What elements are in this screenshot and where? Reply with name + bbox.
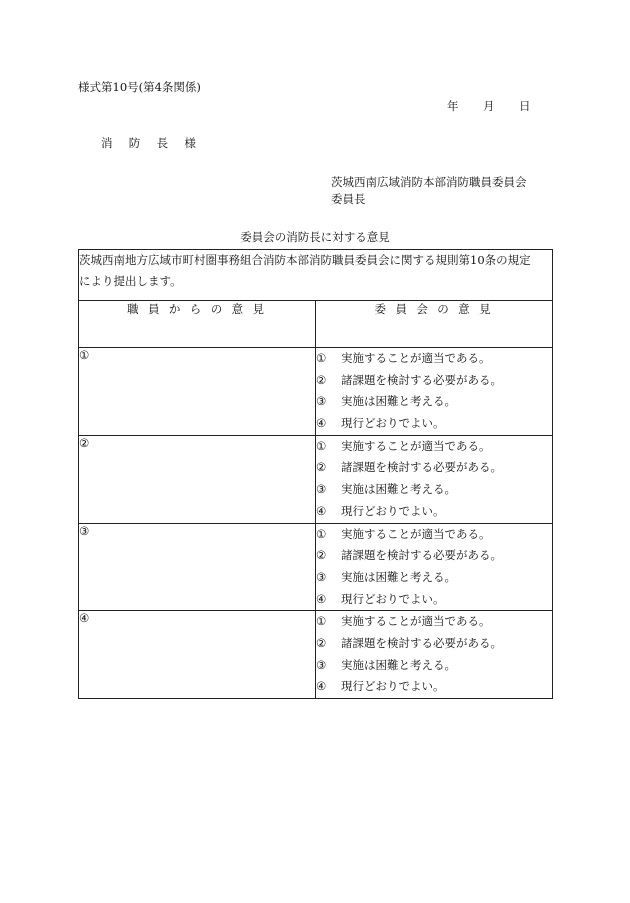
date-day-label: 日 <box>519 99 531 113</box>
staff-opinion-cell[interactable] <box>79 348 316 436</box>
committee-option[interactable] <box>316 655 552 677</box>
intro-text-line2: により提出します。 <box>79 274 182 288</box>
option-marker: ③ <box>316 394 327 409</box>
committee-opinion-cell <box>316 611 553 699</box>
staff-opinion-cell[interactable] <box>79 435 316 523</box>
option-marker: ② <box>316 635 327 650</box>
date-year-label: 年 <box>447 99 459 113</box>
option-marker: ① <box>316 526 327 541</box>
row-marker: ④ <box>79 611 90 626</box>
form-number: 様式第10号(第4条関係) <box>78 80 201 94</box>
committee-option[interactable] <box>316 545 552 567</box>
option-marker: ④ <box>316 416 327 431</box>
header-row <box>79 301 553 348</box>
committee-option[interactable] <box>316 436 552 458</box>
option-marker: ④ <box>316 503 327 518</box>
committee-option[interactable] <box>316 611 552 633</box>
committee-opinion-cell <box>316 523 553 611</box>
option-marker: ③ <box>316 569 327 584</box>
date-month-label: 月 <box>483 99 495 113</box>
option-text: 諸課題を検討する必要がある。 <box>341 635 502 650</box>
option-text: 現行どおりでよい。 <box>341 416 445 431</box>
option-marker: ④ <box>316 591 327 606</box>
opinion-row <box>79 611 553 699</box>
committee-option[interactable] <box>316 391 552 413</box>
option-text: 実施は困難と考える。 <box>341 482 456 497</box>
row-marker: ① <box>79 348 90 362</box>
intro-text-line1: 茨城西南地方広域市町村圏事務組合消防本部消防職員委員会に関する規則第10条の規定 <box>79 253 531 267</box>
intro-row <box>79 250 553 301</box>
option-text: 実施は困難と考える。 <box>341 657 456 672</box>
option-text: 諸課題を検討する必要がある。 <box>341 460 502 475</box>
staff-opinion-cell[interactable] <box>79 523 316 611</box>
option-text: 諸課題を検討する必要がある。 <box>341 372 502 387</box>
option-marker: ② <box>316 460 327 475</box>
committee-option[interactable] <box>316 370 552 392</box>
opinion-row <box>79 523 553 611</box>
committee-option[interactable] <box>316 479 552 501</box>
committee-option[interactable] <box>316 633 552 655</box>
option-marker: ① <box>316 351 327 365</box>
option-marker: ① <box>316 438 327 453</box>
option-text: 現行どおりでよい。 <box>341 679 445 694</box>
committee-opinion-cell <box>316 348 553 436</box>
option-text: 実施することが適当である。 <box>341 526 491 541</box>
committee-opinion-cell <box>316 435 553 523</box>
header-staff-opinion: 職 員 か ら の 意 見 <box>79 301 316 348</box>
sender-organization: 茨城西南広域消防本部消防職員委員会 <box>331 175 527 189</box>
option-marker: ③ <box>316 657 327 672</box>
committee-option[interactable] <box>316 413 552 435</box>
option-text: 実施することが適当である。 <box>341 438 491 453</box>
row-marker: ③ <box>79 523 90 538</box>
document-title: 委員会の消防長に対する意見 <box>240 230 390 244</box>
option-marker: ② <box>316 372 327 387</box>
option-marker: ④ <box>316 679 327 694</box>
staff-opinion-cell[interactable] <box>79 611 316 699</box>
option-text: 現行どおりでよい。 <box>341 503 445 518</box>
option-marker: ② <box>316 548 327 563</box>
opinion-table <box>78 249 553 699</box>
committee-option[interactable] <box>316 524 552 546</box>
sender-title: 委員長 <box>331 192 366 206</box>
intro-cell <box>79 250 553 301</box>
committee-option[interactable] <box>316 589 552 611</box>
option-text: 実施は困難と考える。 <box>341 394 456 409</box>
committee-option[interactable] <box>316 348 552 370</box>
opinion-row <box>79 348 553 436</box>
committee-option[interactable] <box>316 567 552 589</box>
option-text: 諸課題を検討する必要がある。 <box>341 548 502 563</box>
opinion-row <box>79 435 553 523</box>
option-text: 実施することが適当である。 <box>341 614 491 629</box>
option-text: 実施することが適当である。 <box>341 351 491 365</box>
option-text: 実施は困難と考える。 <box>341 569 456 584</box>
committee-option[interactable] <box>316 457 552 479</box>
addressee: 消 防 長 様 <box>101 136 203 150</box>
committee-option[interactable] <box>316 676 552 698</box>
option-text: 現行どおりでよい。 <box>341 591 445 606</box>
row-marker: ② <box>79 435 90 450</box>
option-marker: ③ <box>316 482 327 497</box>
committee-option[interactable] <box>316 501 552 523</box>
header-committee-opinion: 委 員 会 の 意 見 <box>316 301 553 348</box>
option-marker: ① <box>316 614 327 629</box>
